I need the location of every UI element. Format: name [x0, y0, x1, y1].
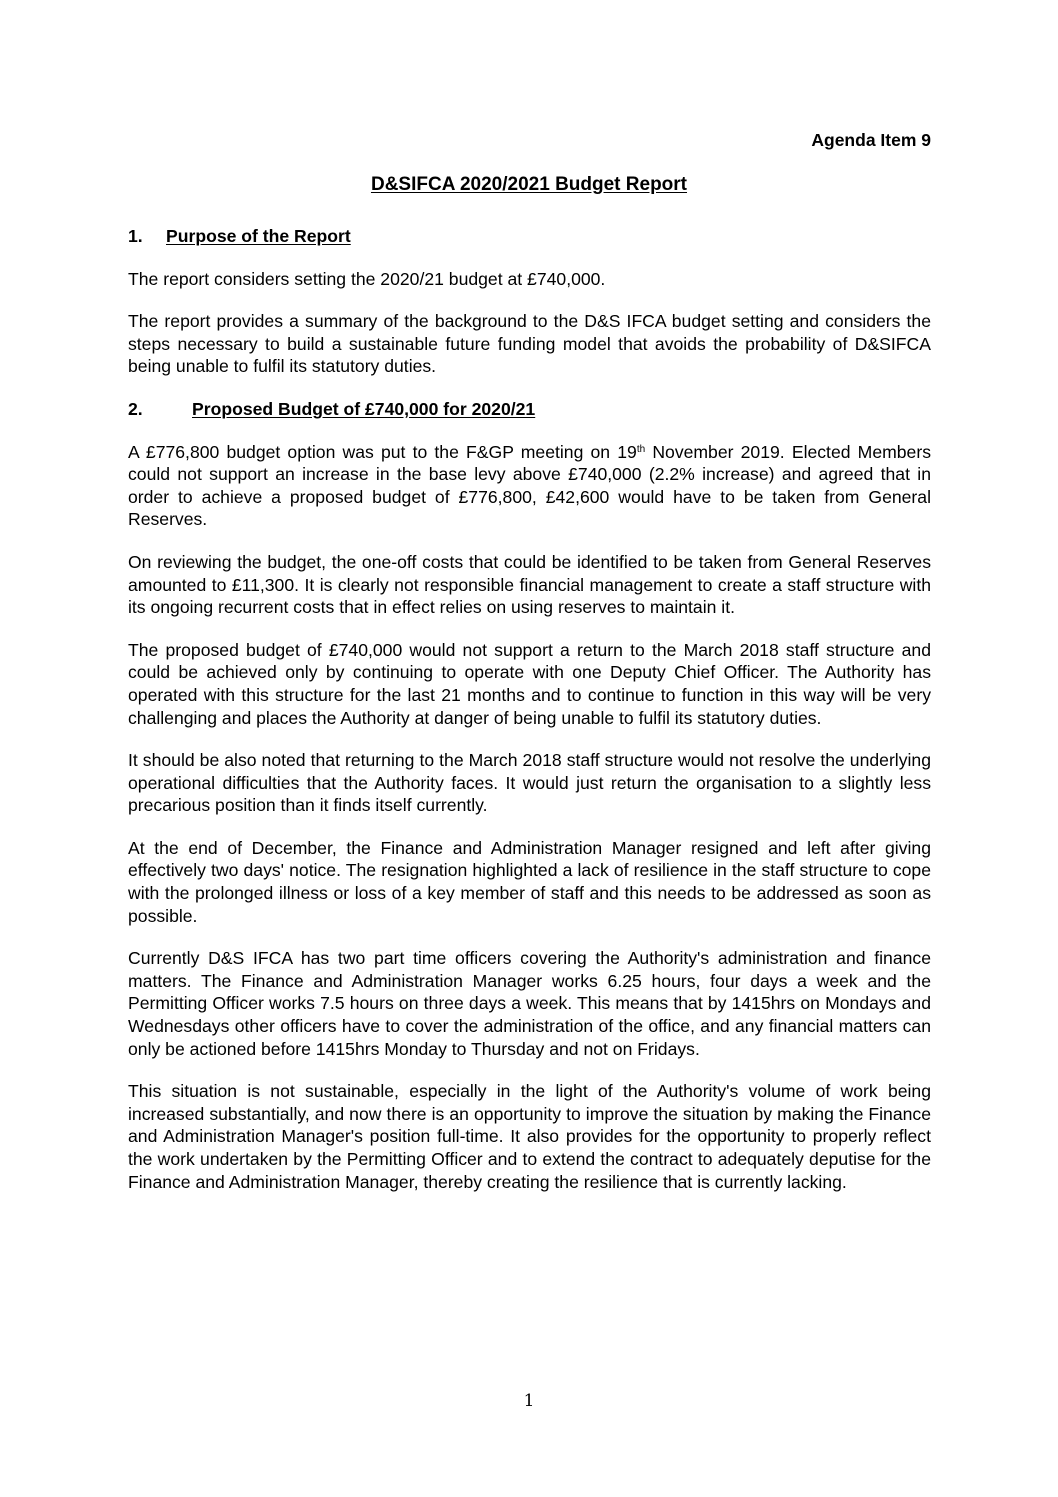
paragraph-text: November 2019. Elected Members could not support an increase in the base levy above £740,000 (2.2% increase) and agreed that in order to achieve a proposed budget of £776,800, £42,600 would have to be taken from General Reserves.: [128, 441, 931, 530]
paragraph: On reviewing the budget, the one-off costs that could be identified to be taken from General Reserves amounted to £11,300. It is clearly not responsible financial management to create a staff structure with its ongoing recurrent costs that in effect relies on using reserves to maintain it.: [128, 551, 931, 618]
section-2-heading: [128, 398, 931, 421]
paragraph-text: A £776,800 budget option was put to the F&GP meeting on 19: [128, 441, 637, 462]
section-title: Proposed Budget of £740,000 for 2020/21: [192, 398, 536, 419]
paragraph: Currently D&S IFCA has two part time officers covering the Authority's administration and finance matters. The Finance and Administration Manager works 6.25 hours, four days a week and the Permitting Officer works 7.5 hours on three days a week. This means that by 1415hrs on Mondays and Wednesdays other officers have to cover the administration of the office, and any financial matters can only be actioned before 1415hrs Monday to Thursday and not on Fridays.: [128, 948, 931, 1059]
section-1-heading: [128, 225, 931, 248]
section-title: Purpose of the Report: [166, 226, 351, 246]
paragraph: This situation is not sustainable, especially in the light of the Authority's volume of work being increased substantially, and now there is an opportunity to improve the situation by making the Finance and Administration Manager's position full-time. It also provides for the opportunity to properly reflect the work undertaken by the Permitting Officer and to extend the contract to adequately deputise for the Finance and Administration Manager, thereby creating the resilience that is currently lacking.: [128, 1081, 931, 1192]
paragraph: The report provides a summary of the background to the D&S IFCA budget setting and considers the steps necessary to build a sustainable future funding model that avoids the probability of D&SIFCA being unable to fulfil its statutory duties.: [128, 311, 931, 377]
paragraph: At the end of December, the Finance and Administration Manager resigned and left after giving effectively two days' notice. The resignation highlighted a lack of resilience in the staff structure to cope with the prolonged illness or loss of a key member of staff and this needs to be addressed as soon as possible.: [128, 837, 931, 926]
report-title: [0, 174, 1058, 196]
paragraph: [128, 441, 931, 531]
section-number: 1.: [128, 226, 143, 246]
paragraph: The report considers setting the 2020/21 budget at £740,000.: [128, 268, 606, 289]
superscript: th: [636, 443, 646, 455]
report-body: [128, 225, 931, 1213]
agenda-item-label: Agenda Item 9: [811, 130, 931, 150]
report-title-text: D&SIFCA 2020/2021 Budget Report: [370, 174, 688, 195]
section-number: 2.: [128, 398, 143, 419]
paragraph: It should be also noted that returning to the March 2018 staff structure would not resolve the underlying operational difficulties that the Authority faces. It would just return the organisation to a slightly less precarious position than it finds itself currently.: [128, 750, 931, 816]
page-number: 1: [523, 1391, 535, 1411]
paragraph: The proposed budget of £740,000 would not support a return to the March 2018 staff structure and could be achieved only by continuing to operate with one Deputy Chief Officer. The Authority has operated with this structure for the last 21 months and to continue to function in this way will be very challenging and places the Authority at danger of being unable to fulfil its statutory duties.: [128, 639, 931, 728]
